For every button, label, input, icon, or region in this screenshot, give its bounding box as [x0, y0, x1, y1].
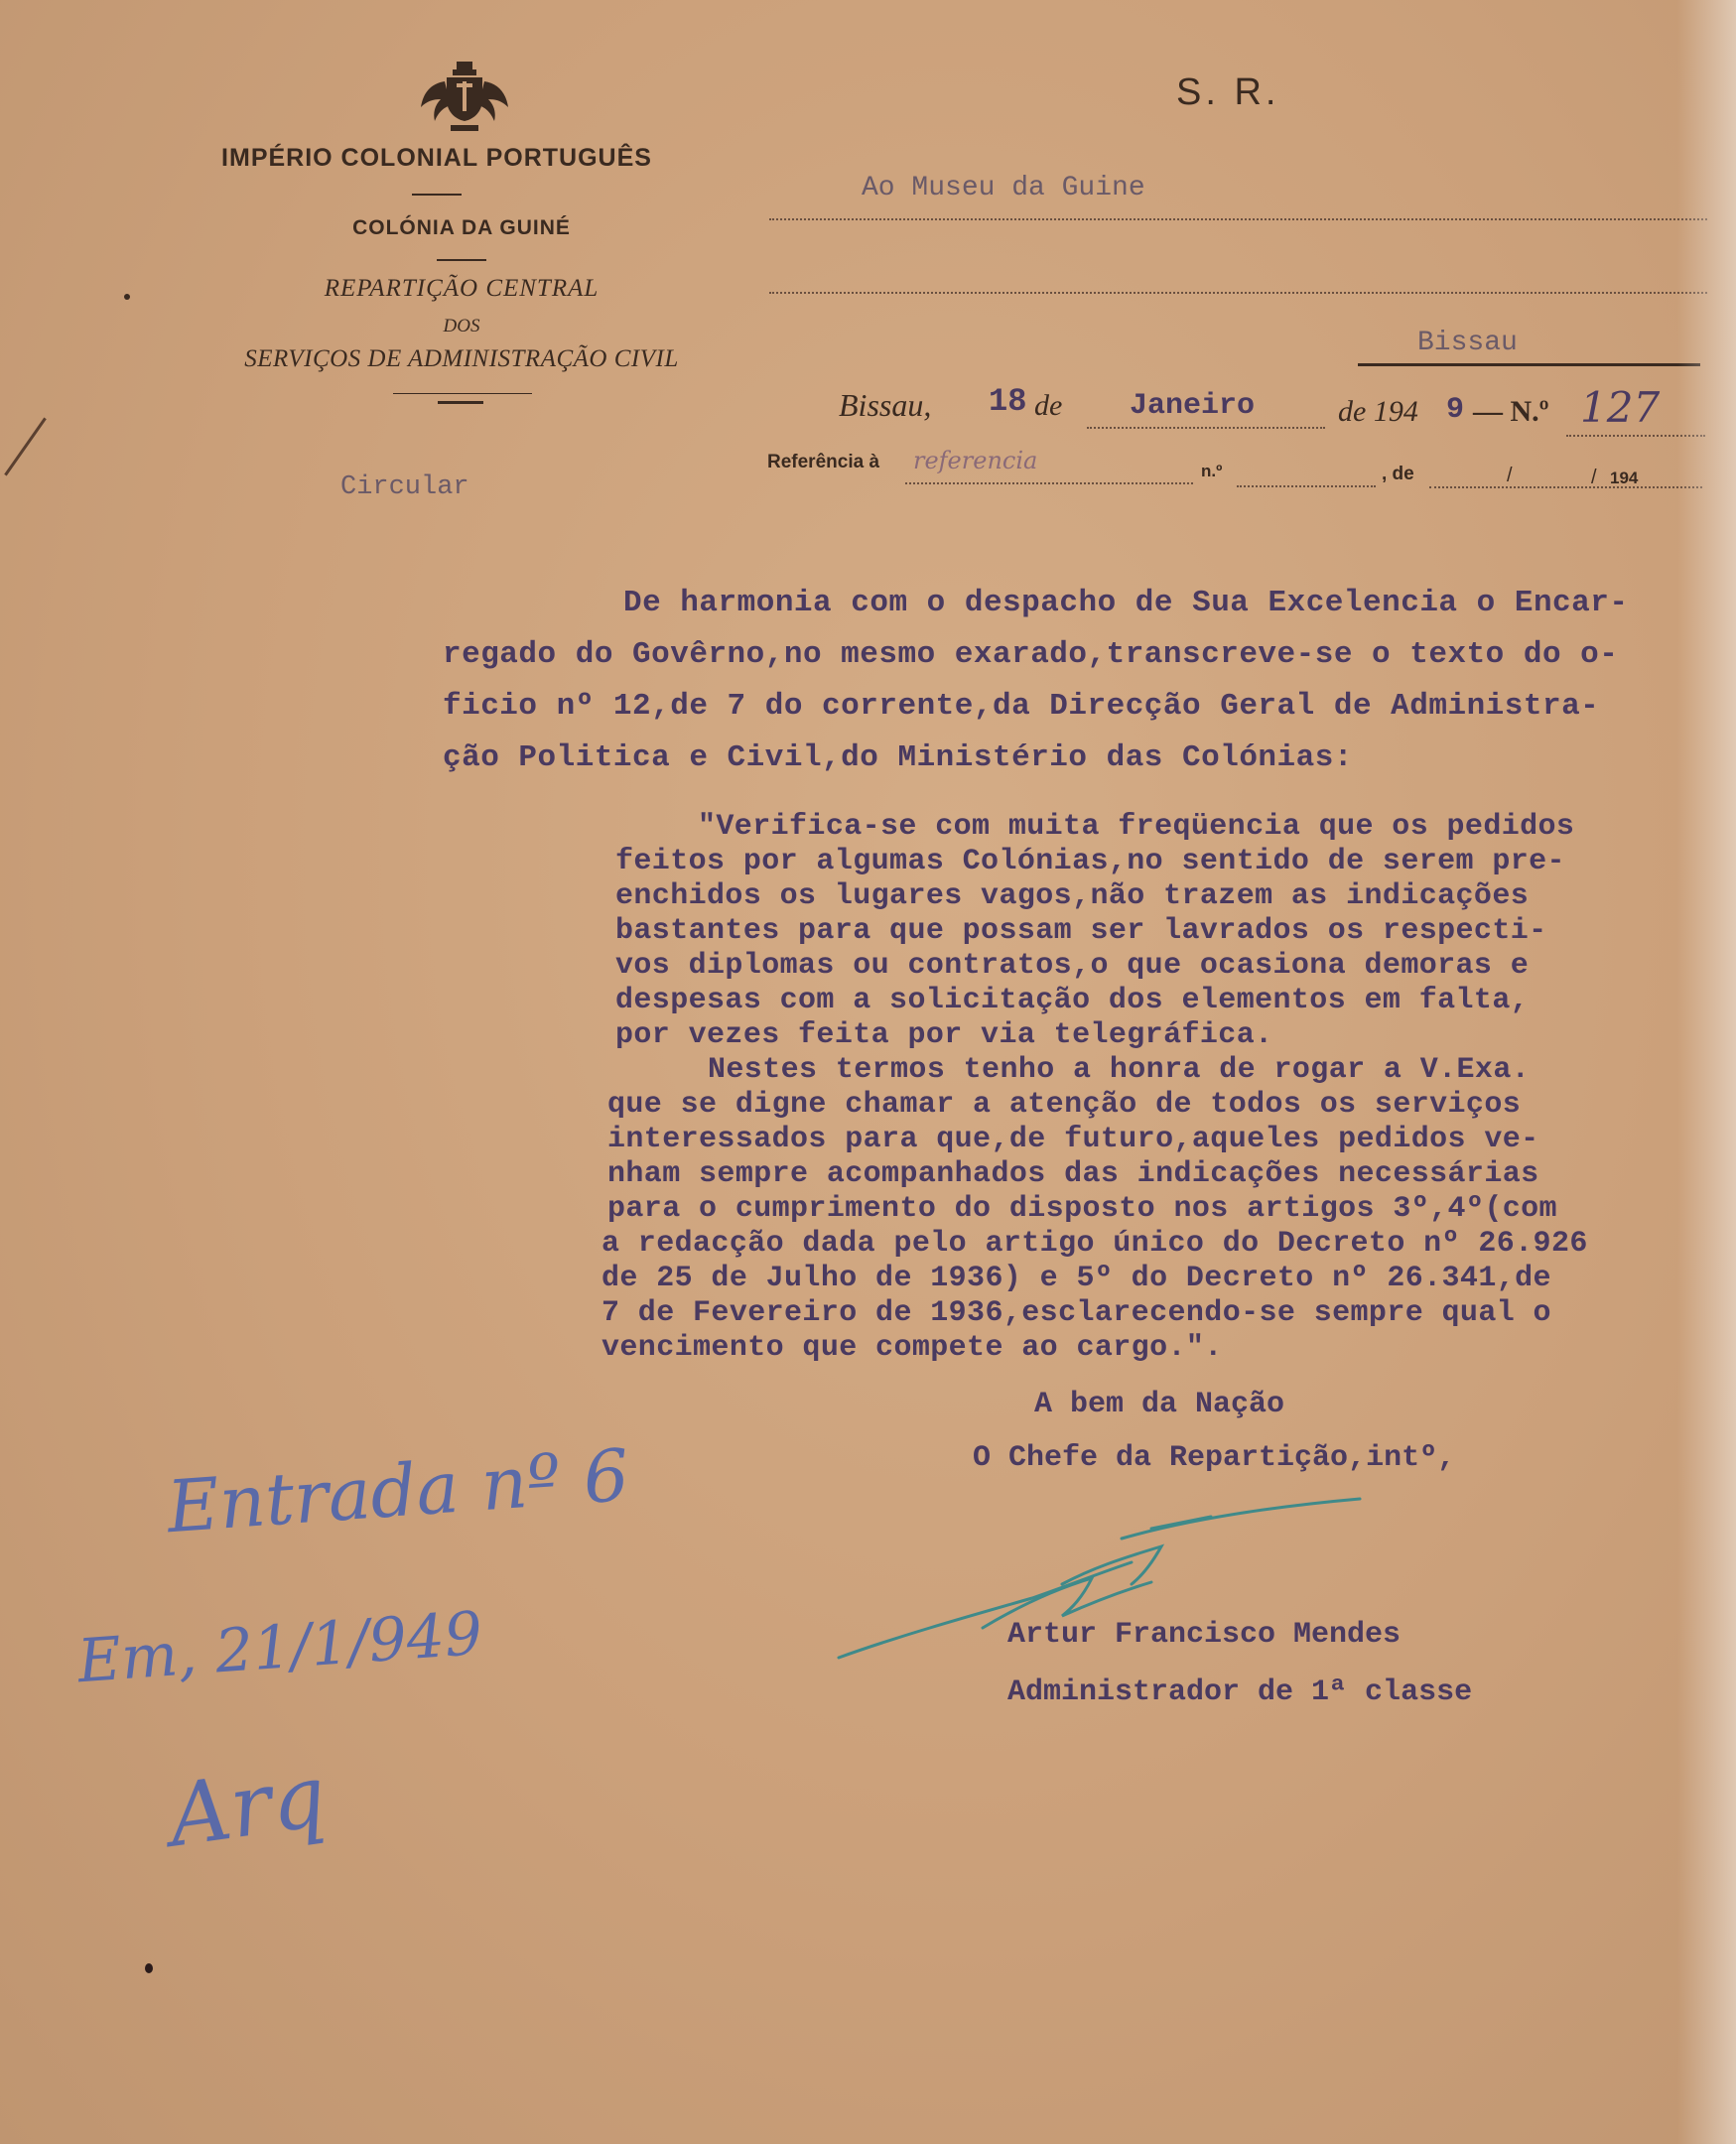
body-line: ficio nº 12,de 7 do corrente,da Direcção Geral de Administra- [443, 689, 1600, 724]
quote-line: vencimento que compete ao cargo.". [601, 1331, 1223, 1365]
dateline-year-digit: 9 [1446, 393, 1465, 427]
quote-line: 7 de Fevereiro de 1936,esclarecendo-se sempre qual o [601, 1296, 1551, 1330]
divider [412, 194, 462, 196]
entry-date-annotation: Em, 21/1/949 [75, 1598, 485, 1697]
reference-sep: / [1591, 467, 1597, 488]
divider [393, 393, 532, 394]
dateline-place: Bissau, [839, 387, 932, 423]
coat-of-arms-icon [417, 60, 512, 137]
city-underline [1358, 363, 1700, 366]
quote-line: de 25 de Julho de 1936) e 5º do Decreto nº 26.341,de [601, 1262, 1551, 1295]
department-line-3: SERVIÇOS DE ADMINISTRAÇÃO CIVIL [244, 345, 679, 372]
dateline-year-prefix: de 194 [1338, 395, 1418, 428]
reference-line [1237, 483, 1376, 487]
reference-label: Referência à [767, 452, 880, 472]
department-line-1: REPARTIÇÃO CENTRAL [324, 275, 600, 302]
signatory-rank: Administrador de 1ª classe [1007, 1675, 1473, 1709]
reference-value: referencia [913, 447, 1038, 474]
quote-line: Nestes termos tenho a honra de rogar a V.Exa. [708, 1053, 1531, 1087]
quote-line: para o cumprimento do disposto nos artigos 3º,4º(com [607, 1192, 1557, 1226]
divider [438, 401, 483, 404]
reference-line [905, 480, 1193, 484]
quote-line: bastantes para que possam ser lavrados os respecti- [615, 914, 1547, 948]
reference-line [1429, 484, 1702, 488]
dateline-day: 18 [989, 383, 1027, 420]
ink-spot [124, 294, 130, 300]
reference-n-label: n.º [1201, 462, 1223, 480]
quote-line: vos diplomas ou contratos,o que ocasiona demoras e [615, 949, 1530, 983]
dateline-month: Janeiro [1130, 389, 1256, 423]
quote-line: enchidos os lugares vagos,não trazem as indicações [615, 879, 1530, 913]
reference-sep: / [1507, 465, 1513, 486]
quote-line: feitos por algumas Colónias,no sentido de serem pre- [615, 845, 1565, 878]
quote-line: a redacção dada pelo artigo único do Decreto nº 26.926 [601, 1227, 1588, 1261]
empire-heading: IMPÉRIO COLONIAL PORTUGUÊS [221, 144, 652, 172]
divider [437, 259, 486, 261]
date-line [1087, 425, 1325, 429]
reference-de-label: , de [1382, 464, 1414, 484]
signatory-title: O Chefe da Repartição,intº, [973, 1441, 1456, 1475]
body-line: regado do Govêrno,no mesmo exarado,transcreve-se o texto do o- [443, 637, 1619, 672]
quote-line: despesas com a solicitação dos elementos em falta, [615, 984, 1530, 1017]
signatory-name: Artur Francisco Mendes [1007, 1618, 1402, 1652]
body-line: De harmonia com o despacho de Sua Excelencia o Encar- [623, 586, 1629, 620]
entry-annotation: Entrada nº 6 [164, 1432, 632, 1549]
address-line [769, 216, 1707, 220]
dateline-de: de [1034, 389, 1063, 422]
circular-label: Circular [340, 472, 469, 502]
quote-line: que se digne chamar a atenção de todos os serviços [607, 1088, 1522, 1122]
department-line-2: DOS [443, 316, 480, 336]
scratch-mark [4, 417, 47, 475]
number-label: — N.º [1473, 395, 1549, 428]
ink-spot [145, 1963, 153, 1973]
sr-heading: S. R. [1176, 71, 1280, 113]
addressee-city: Bissau [1417, 328, 1518, 358]
document-number: 127 [1580, 383, 1661, 432]
reference-year: 194 [1610, 469, 1639, 487]
quote-line: "Verifica-se com muita freqüencia que os pedidos [698, 810, 1575, 844]
quote-line: por vezes feita por via telegráfica. [615, 1018, 1273, 1052]
addressee-name: Ao Museu da Guine [862, 173, 1145, 203]
salutation: A bem da Nação [1034, 1388, 1285, 1421]
initials-annotation: Arq [162, 1746, 333, 1867]
quote-line: nham sempre acompanhados das indicações necessárias [607, 1157, 1539, 1191]
page-edge [1677, 0, 1736, 2144]
quote-line: interessados para que,de futuro,aqueles pedidos ve- [607, 1123, 1539, 1156]
colony-heading: COLÓNIA DA GUINÉ [352, 216, 571, 239]
body-line: ção Politica e Civil,do Ministério das Colónias: [443, 740, 1353, 775]
address-line [769, 290, 1707, 294]
